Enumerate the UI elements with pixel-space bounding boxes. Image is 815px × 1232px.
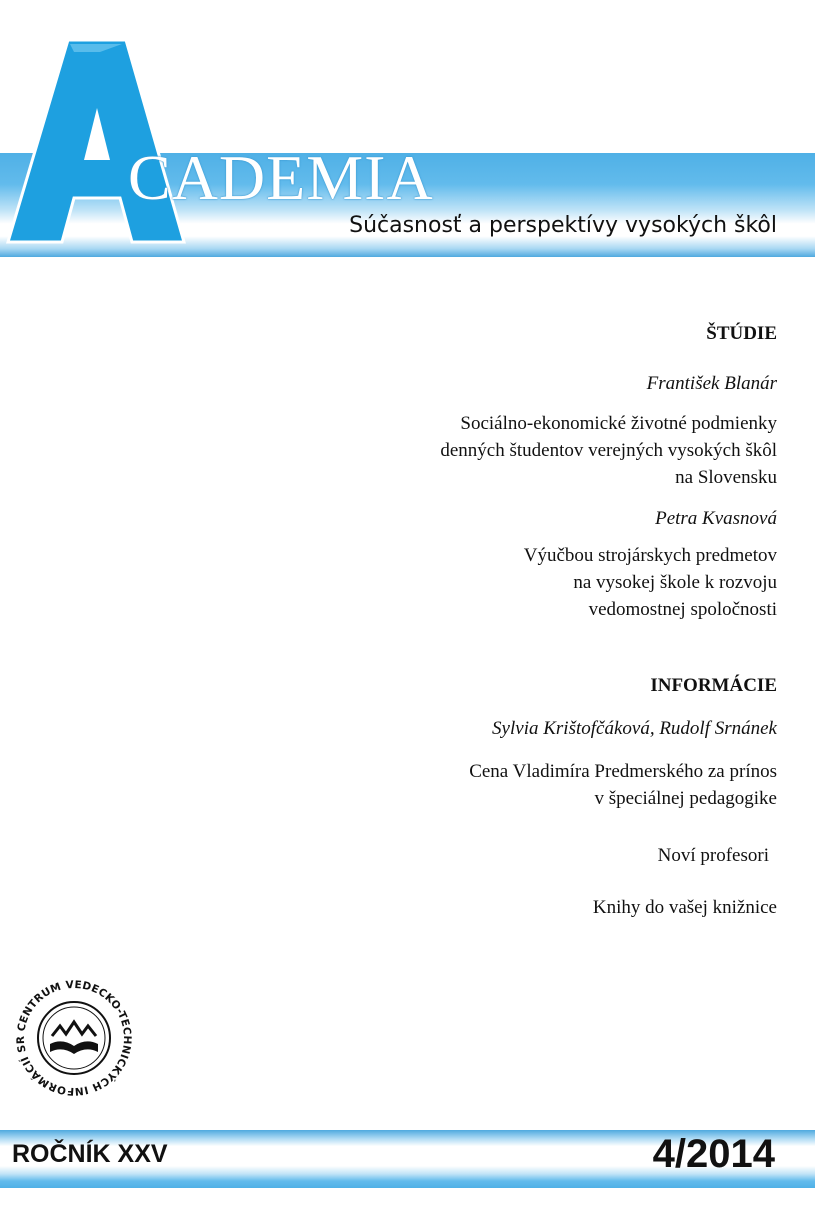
article-title-line: vedomostnej spoločnosti <box>588 599 777 620</box>
article-author: František Blanár <box>646 373 777 394</box>
article-title-line: na vysokej škole k rozvoju <box>573 572 777 593</box>
article-title-line: Výučbou strojárskych predmetov <box>523 545 777 566</box>
info-title <box>469 758 777 812</box>
info-author: Sylvia Krištofčáková, Rudolf Srnánek <box>492 718 777 739</box>
svg-text:CENTRUM VEDECKO-TECHNICKÝCH IN <box>15 979 133 1097</box>
journal-title: CADEMIA <box>128 142 434 213</box>
volume-label: ROČNÍK XXV <box>12 1140 168 1168</box>
article-title <box>524 542 777 623</box>
info-title-line: v špeciálnej pedagogike <box>594 788 777 809</box>
article-title <box>440 410 777 491</box>
new-professors-item: Noví profesori <box>657 845 769 866</box>
article-author: Petra Kvasnová <box>655 508 777 529</box>
section-heading-info: INFORMÁCIE <box>650 675 777 696</box>
books-item: Knihy do vašej knižnice <box>592 897 777 918</box>
article-title-line: denných študentov verejných vysokých škôl <box>440 440 777 461</box>
issue-number: 4/2014 <box>652 1132 775 1176</box>
article-title-line: Sociálno-ekonomické životné podmienky <box>460 413 777 434</box>
section-heading-studies: ŠTÚDIE <box>706 323 777 344</box>
seal-text: CENTRUM VEDECKO-TECHNICKÝCH INFORMÁCIÍ SR <box>14 978 134 1098</box>
info-title-line: Cena Vladimíra Predmerského za prínos <box>469 761 777 782</box>
cvti-seal-logo <box>8 972 140 1104</box>
article-title-line: na Slovensku <box>675 467 777 488</box>
journal-subtitle: Súčasnosť a perspektívy vysokých škôl <box>349 213 777 238</box>
